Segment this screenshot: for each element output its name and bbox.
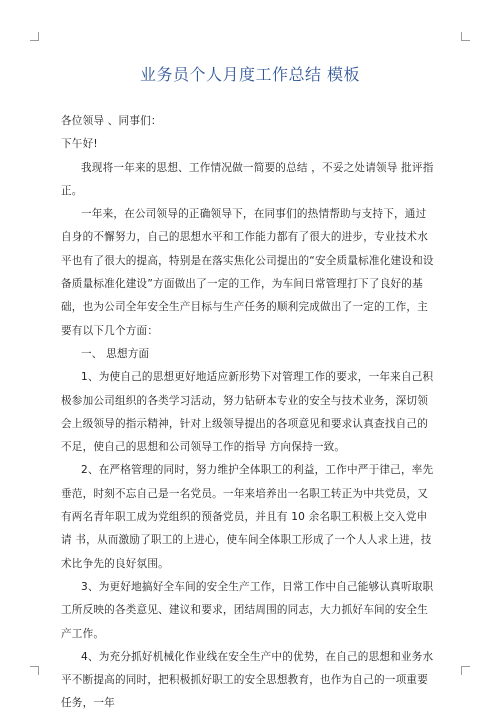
overview-paragraph: 一年来，在公司领导的正确领导下，在同事们的热情帮助与支持下，通过自身的不懈努力，自己的思想水平和工作能力都有了很大的进步，专业技术水平也有了很大的提高，特别是在落实焦化公司提出的“安全质量标准化建设和设备质量标准化建设”方面做出了一定的工作，为车间日常管理打下了良好的基础，也为公司全年安全生产目标与生产任务的顺利完成做出了一定的工作，主要有以下几个方面： [61, 208, 434, 337]
crop-mark-bottom-right-v [461, 666, 462, 675]
item-paragraph-3: 3、为更好地搞好全车间的安全生产工作，日常工作中自己能够认真听取职工所反映的各类意见、建议和要求，团结周围的同志，大力抓好车间的安全生产工作。 [61, 580, 434, 640]
crop-mark-top-right-v [461, 32, 462, 41]
document-body [61, 110, 436, 716]
crop-mark-bottom-right-h [461, 666, 470, 667]
section-heading-ideology: 一、 思想方面 [81, 347, 150, 360]
document-title: 业务员个人月度工作总结 模板 [139, 65, 361, 84]
intro-paragraph: 我现将一年来的思想、工作情况做一简要的总结 ，不妥之处请领导 批评指正。 [61, 161, 434, 197]
salutation: 各位领导 、同事们： [61, 115, 162, 127]
crop-mark-top-left-v [38, 32, 39, 41]
crop-mark-top-right-h [461, 40, 470, 41]
greeting: 下午好! [61, 138, 98, 151]
item-paragraph-4: 4、为充分抓好机械化作业线在安全生产中的优势，在自己的思想和业务水平不断提高的同时，把积极抓好职工的安全思想教育，也作为自己的一项重要任务，一年 [61, 650, 434, 710]
crop-mark-bottom-left-v [38, 666, 39, 675]
item-paragraph-1: 1、为使自己的思想更好地适应新形势下对管理工作的要求，一年来自己积极参加公司组织的各类学习活动，努力钻研本专业的安全与技术业务，深切领会上级领导的指示精神，针对上级领导提出的各项意见和要求认真查找自己的不足，使自己的思想和公司领导工作的指导 方向保持一致。 [61, 371, 434, 454]
item-paragraph-2: 2、在严格管理的同时，努力维护全体职工的利益，工作中严于律己，率先垂范，时刻不忘自己是一名党员。一年来培养出一名职工转正为中共党员，又有两名青年职工成为党组织的预备党员，并且有 10 余名职工积极上交入党申请 书，从而激励了职工的上进心，使车间全体职工形成了一个人人求上进，技术比争先的良好氛围。 [61, 464, 434, 570]
